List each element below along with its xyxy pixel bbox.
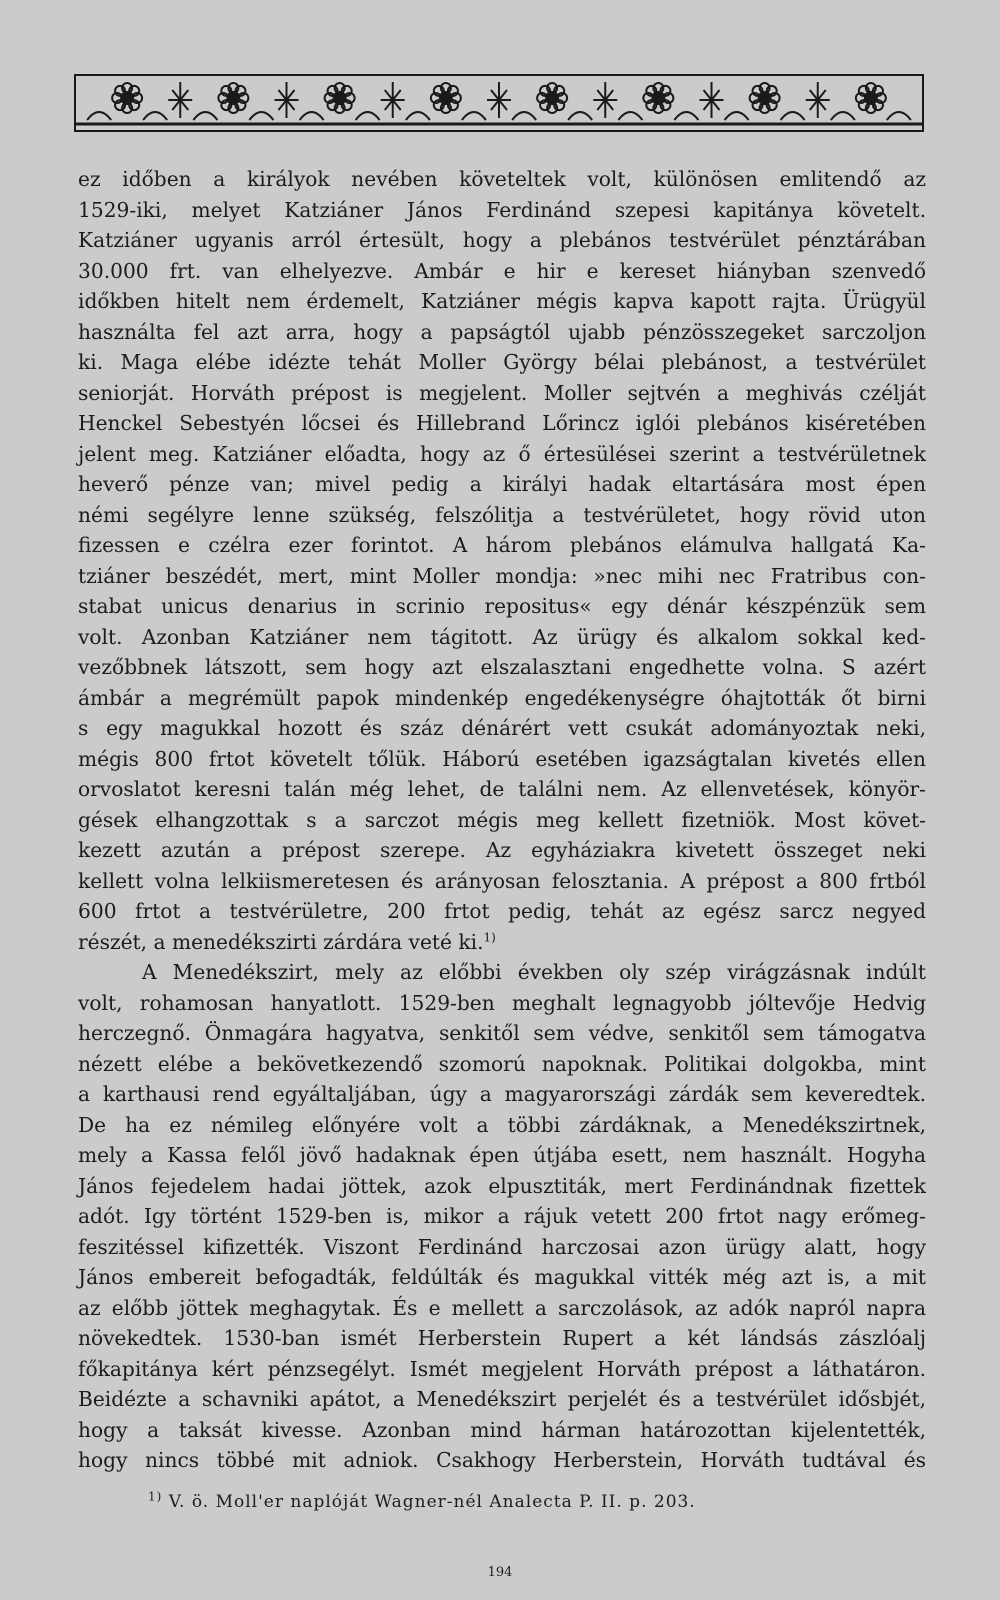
text-line: stabat unicus denarius in scrinio repositus« egy dénár készpénzük sem xyxy=(78,594,926,618)
rosette-ornament xyxy=(218,83,248,113)
text-line: adót. Igy történt 1529-ben is, mikor a rájuk vetett 200 frtot nagy erőmeg- xyxy=(78,1204,926,1228)
text-line: az előbb jöttek meghagytak. És e mellett a sarczolások, az adók napról napra xyxy=(78,1295,926,1320)
footnote-reference: 1) xyxy=(483,929,496,944)
star-ornament xyxy=(806,82,830,118)
page-number: 194 xyxy=(487,1565,513,1580)
text-line: seniorját. Horváth prépost is megjelent. Moller sejtvén a meghivás czélját xyxy=(78,380,926,405)
text-line: herczegnő. Önmagára hagyatva, senkitől sem védve, senkitől sem támogatva xyxy=(78,1021,926,1045)
text-line: mely a Kassa felől jövő hadaknak épen útjába esett, nem használt. Hogyha xyxy=(78,1143,926,1167)
rosette-ornament xyxy=(856,83,886,113)
body-text xyxy=(78,164,926,1476)
text-line: s egy magukkal hozott és száz dénárért vett csukát adományoztak neki, xyxy=(78,716,926,740)
star-ornament xyxy=(381,82,405,118)
rosette-ornament xyxy=(643,83,673,113)
text-line: 1529-iki, melyet Katziáner János Ferdinánd szepesi kapitánya követelt. xyxy=(78,197,926,222)
rosette-ornament xyxy=(750,83,780,113)
star-ornament xyxy=(275,82,299,118)
text-line: Henckel Sebestyén lőcsei és Hillebrand Lőrincz iglói plebános kiséretében xyxy=(78,411,926,435)
text-line: a karthausi rend egyáltaljában, úgy a magyarországi zárdák sem keveredtek. xyxy=(78,1082,926,1106)
text-line: nézett elébe a bekövetkezendő szomorú napoknak. Politikai dolgokba, mint xyxy=(78,1051,926,1076)
text-line: 30.000 frt. van elhelyezve. Ambár e hir e kereset hiányban szenvedő xyxy=(78,258,926,283)
text-line: hogy nincs többé mit adniok. Csakhogy Herberstein, Horváth tudtával és xyxy=(78,1448,926,1472)
star-ornament xyxy=(593,82,617,118)
rosette-ornament xyxy=(112,83,142,113)
star-ornament xyxy=(487,82,511,118)
text-line: kezett azután a prépost szerepe. Az egyháziakra kivetett összeget neki xyxy=(78,838,926,862)
text-line: orvoslatot keresni talán még lehet, de találni nem. Az ellenvetések, könyör- xyxy=(78,777,926,801)
text-line: volt, rohamosan hanyatlott. 1529-ben meghalt legnagyobb jóltevője Hedvig xyxy=(78,990,926,1015)
text-line: volt. Azonban Katziáner nem tágitott. Az ürügy és alkalom sokkal ked- xyxy=(78,624,926,649)
text-line: hogy a taksát kivesse. Azonban mind hárman határozottan kijelentették, xyxy=(78,1417,926,1442)
text-line: János fejedelem hadai jöttek, azok elpusztiták, mert Ferdinándnak fizettek xyxy=(78,1173,926,1198)
text-line: főkapitánya kért pénzsegélyt. Ismét megjelent Horváth prépost a láthatáron. xyxy=(78,1356,926,1381)
decorative-header-band xyxy=(74,74,924,134)
rosette-ornament xyxy=(325,83,355,113)
text-line: mégis 800 frtot követelt tőlük. Háború esetében igazságtalan kivetés ellen xyxy=(78,746,926,771)
rosette-ornament xyxy=(537,83,567,113)
text-line: heverő pénze van; mivel pedig a királyi hadak eltartására most épen xyxy=(78,472,926,496)
text-line: De ha ez némileg előnyére volt a többi zárdáknak, a Menedékszirtnek, xyxy=(78,1112,926,1137)
star-ornament xyxy=(700,82,724,118)
text-line: némi segélyre lenne szükség, felszólitja a testvérületet, hogy rövid uton xyxy=(78,502,926,527)
text-line-with-footnote xyxy=(78,927,926,958)
text-line: vezőbbnek látszott, sem hogy azt elszalasztani engedhette volna. S azért xyxy=(78,655,926,679)
text-line: ámbár a megrémült papok mindenkép engedékenységre óhajtották őt birni xyxy=(78,685,926,710)
text-line: feszitéssel kifizették. Viszont Ferdinánd harczosai azon ürügy alatt, hogy xyxy=(78,1234,926,1259)
text-line: Beidézte a schavniki apátot, a Menedékszirt perjelét és a testvérület idősbjét, xyxy=(78,1387,926,1411)
text-line: időkben hitelt nem érdemelt, Katziáner mégis kapva kapott rajta. Ürügyül xyxy=(78,289,926,313)
rosette-ornament xyxy=(431,83,461,113)
text-line: gések elhangzottak s a sarczot mégis meg kellett fizetniök. Most követ- xyxy=(78,807,926,832)
paragraph-start: A Menedékszirt, mely az előbbi években oly szép virágzásnak indúlt xyxy=(142,960,926,984)
footnote-text: V. ö. Moll'er naplóját Wagner-nél Analecta P. II. p. 203. xyxy=(168,1492,696,1512)
text-line: Katziáner ugyanis arról értesült, hogy a plebános testvérület pénztárában xyxy=(78,228,926,252)
text-line: jelent meg. Katziáner előadta, hogy az ő értesülései szerint a testvérületnek xyxy=(78,441,926,466)
star-ornament xyxy=(168,82,192,118)
text-line: fizessen e czélra ezer forintot. A három plebános elámulva hallgatá Ka- xyxy=(78,533,926,557)
text-line: 600 frtot a testvérületre, 200 frtot pedig, tehát az egész sarcz negyed xyxy=(78,899,926,923)
text-line: ez időben a királyok nevében követeltek volt, különösen emlitendő az xyxy=(78,167,926,191)
text-line: tziáner beszédét, mert, mint Moller mondja: »nec mihi nec Fratribus con- xyxy=(78,563,926,588)
text-line: használta fel azt arra, hogy a papságtól ujabb pénzösszegeket sarczoljon xyxy=(78,319,926,344)
footnote-marker: 1) xyxy=(148,1489,163,1504)
footnote xyxy=(148,1489,928,1512)
text-line: növekedtek. 1530-ban ismét Herberstein Rupert a két lándsás zászlóalj xyxy=(78,1326,926,1350)
text-line: részét, a menedékszirti zárdára veté ki. xyxy=(78,929,484,954)
text-line: ki. Maga elébe idézte tehát Moller György bélai plebánost, a testvérület xyxy=(78,350,926,374)
text-line: kellett volna lelkiismeretesen és arányosan felosztania. A prépost a 800 frtból xyxy=(78,868,926,893)
text-line: János embereit befogadták, feldúlták és magukkal vitték még azt is, a mit xyxy=(78,1265,926,1289)
